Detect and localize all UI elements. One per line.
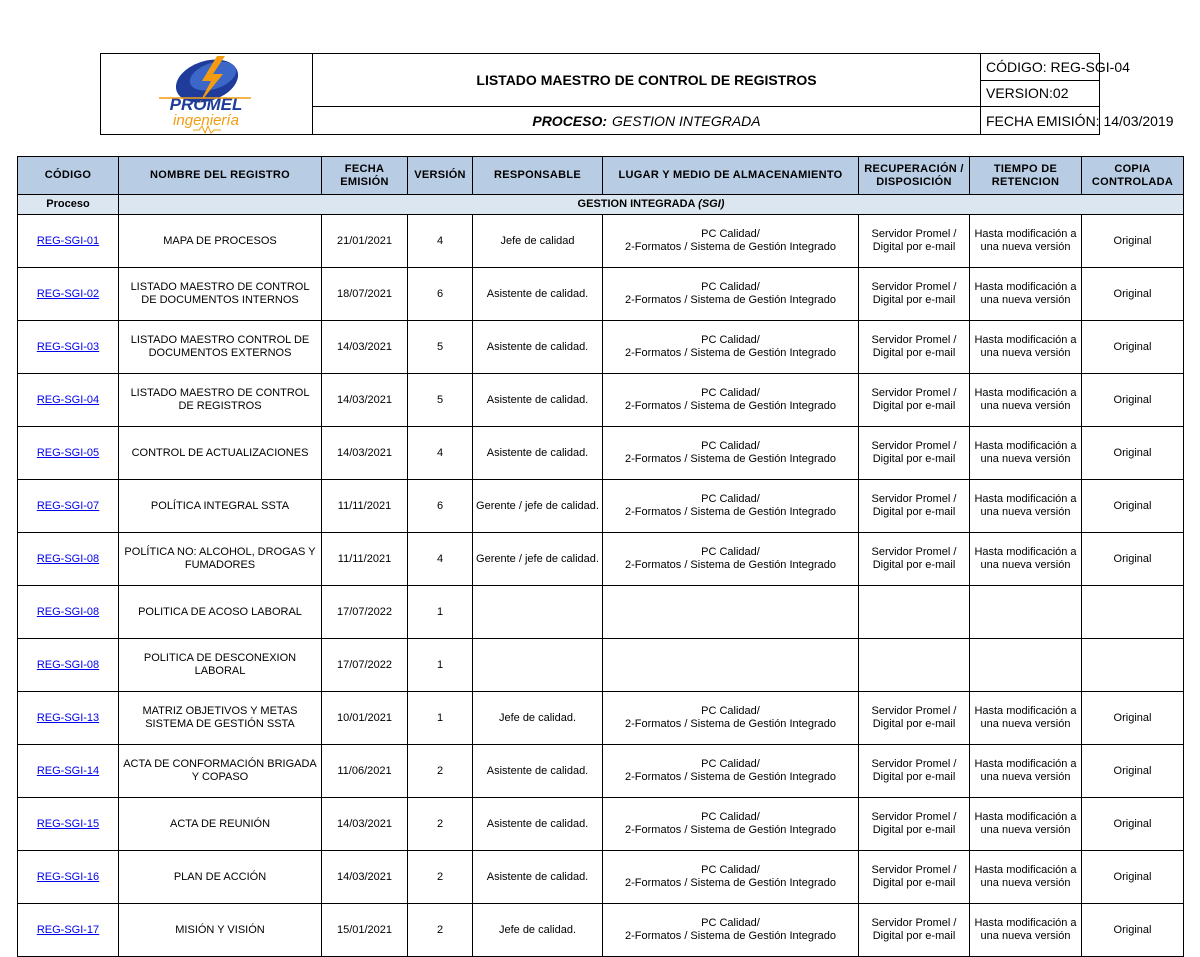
- table-row: [18, 639, 1184, 692]
- record-storage-line2: 2-Formatos / Sistema de Gestión Integrado: [625, 400, 836, 412]
- record-version: 2: [408, 745, 473, 798]
- record-responsible: Asistente de calidad.: [473, 427, 603, 480]
- record-issue-date: 11/11/2021: [322, 480, 408, 533]
- record-storage: [603, 215, 859, 268]
- table-row: [18, 215, 1184, 268]
- table-row: [18, 798, 1184, 851]
- record-copy: Original: [1082, 427, 1184, 480]
- record-retention: Hasta modificación a una nueva versión: [970, 904, 1082, 957]
- record-name: POLÍTICA INTEGRAL SSTA: [119, 480, 322, 533]
- col-header-nombre: NOMBRE DEL REGISTRO: [119, 157, 322, 195]
- record-storage-line2: 2-Formatos / Sistema de Gestión Integrado: [625, 930, 836, 942]
- col-header-tiempo: TIEMPO DE RETENCION: [970, 157, 1082, 195]
- record-issue-date: 17/07/2022: [322, 586, 408, 639]
- table-row: [18, 374, 1184, 427]
- record-code-link[interactable]: REG-SGI-02: [36, 287, 100, 300]
- record-storage: [603, 692, 859, 745]
- col-header-fecha: FECHA EMISIÓN: [322, 157, 408, 195]
- record-retention: Hasta modificación a una nueva versión: [970, 374, 1082, 427]
- record-issue-date: 14/03/2021: [322, 374, 408, 427]
- svg-text:ingeniería: ingeniería: [173, 112, 239, 129]
- record-storage: [603, 533, 859, 586]
- record-responsible: [473, 639, 603, 692]
- record-responsible: Jefe de calidad.: [473, 904, 603, 957]
- record-storage: [603, 798, 859, 851]
- record-storage-line2: 2-Formatos / Sistema de Gestión Integrado: [625, 347, 836, 359]
- record-code-cell: [18, 427, 119, 480]
- record-storage: [603, 268, 859, 321]
- record-code-link[interactable]: REG-SGI-17: [36, 923, 100, 936]
- record-storage: [603, 427, 859, 480]
- table-row: [18, 533, 1184, 586]
- record-copy: Original: [1082, 692, 1184, 745]
- table-row: [18, 268, 1184, 321]
- record-storage-line1: PC Calidad/: [701, 546, 760, 558]
- record-issue-date: 11/11/2021: [322, 533, 408, 586]
- record-version: 4: [408, 215, 473, 268]
- record-copy: Original: [1082, 215, 1184, 268]
- record-issue-date: 14/03/2021: [322, 321, 408, 374]
- record-storage: [603, 745, 859, 798]
- record-name: POLITICA DE ACOSO LABORAL: [119, 586, 322, 639]
- record-storage-line1: PC Calidad/: [701, 758, 760, 770]
- record-recovery: Servidor Promel / Digital por e-mail: [859, 427, 970, 480]
- record-responsible: Jefe de calidad: [473, 215, 603, 268]
- record-code-cell: [18, 851, 119, 904]
- col-header-responsable: RESPONSABLE: [473, 157, 603, 195]
- record-version: 4: [408, 533, 473, 586]
- record-responsible: Asistente de calidad.: [473, 374, 603, 427]
- record-storage-line1: PC Calidad/: [701, 864, 760, 876]
- record-retention: Hasta modificación a una nueva versión: [970, 427, 1082, 480]
- record-storage-line2: 2-Formatos / Sistema de Gestión Integrado: [625, 294, 836, 306]
- record-issue-date: 10/01/2021: [322, 692, 408, 745]
- record-issue-date: 18/07/2021: [322, 268, 408, 321]
- table-row: [18, 745, 1184, 798]
- record-storage-line1: PC Calidad/: [701, 493, 760, 505]
- document-meta: [981, 54, 1174, 134]
- record-copy: Original: [1082, 480, 1184, 533]
- record-recovery: Servidor Promel / Digital por e-mail: [859, 798, 970, 851]
- record-issue-date: 11/06/2021: [322, 745, 408, 798]
- record-version: 2: [408, 851, 473, 904]
- col-header-lugar: LUGAR Y MEDIO DE ALMACENAMIENTO: [603, 157, 859, 195]
- record-code-link[interactable]: REG-SGI-03: [36, 340, 100, 353]
- record-version: 5: [408, 374, 473, 427]
- process-group-value: GESTION INTEGRADA (SGI): [119, 195, 1184, 215]
- record-responsible: [473, 586, 603, 639]
- record-storage-line1: PC Calidad/: [701, 440, 760, 452]
- record-version: 4: [408, 427, 473, 480]
- record-copy: Original: [1082, 533, 1184, 586]
- record-recovery: Servidor Promel / Digital por e-mail: [859, 533, 970, 586]
- record-storage-line2: 2-Formatos / Sistema de Gestión Integrado: [625, 559, 836, 571]
- record-code-cell: [18, 480, 119, 533]
- record-name: POLÍTICA NO: ALCOHOL, DROGAS Y FUMADORES: [119, 533, 322, 586]
- record-version: 5: [408, 321, 473, 374]
- record-storage-line1: PC Calidad/: [701, 705, 760, 717]
- record-code-cell: [18, 374, 119, 427]
- record-code-link[interactable]: REG-SGI-05: [36, 446, 100, 459]
- record-name: LISTADO MAESTRO DE CONTROL DE DOCUMENTOS INTERNOS: [119, 268, 322, 321]
- record-code-cell: [18, 745, 119, 798]
- record-version: 6: [408, 480, 473, 533]
- title-cell: [313, 54, 981, 134]
- table-row: [18, 851, 1184, 904]
- record-code-cell: [18, 639, 119, 692]
- record-version: 1: [408, 692, 473, 745]
- record-storage-line1: PC Calidad/: [701, 387, 760, 399]
- record-responsible: Asistente de calidad.: [473, 851, 603, 904]
- record-issue-date: 14/03/2021: [322, 851, 408, 904]
- col-header-copia: COPIA CONTROLADA: [1082, 157, 1184, 195]
- record-name: LISTADO MAESTRO CONTROL DE DOCUMENTOS EXTERNOS: [119, 321, 322, 374]
- record-copy: Original: [1082, 321, 1184, 374]
- document-version: VERSION:02: [981, 81, 1099, 108]
- record-retention: Hasta modificación a una nueva versión: [970, 268, 1082, 321]
- record-retention: Hasta modificación a una nueva versión: [970, 798, 1082, 851]
- record-issue-date: 17/07/2022: [322, 639, 408, 692]
- record-storage-line1: PC Calidad/: [701, 917, 760, 929]
- promel-logo: [101, 54, 311, 134]
- record-issue-date: 14/03/2021: [322, 798, 408, 851]
- record-responsible: Gerente / jefe de calidad.: [473, 533, 603, 586]
- record-recovery: Servidor Promel / Digital por e-mail: [859, 374, 970, 427]
- document-title: LISTADO MAESTRO DE CONTROL DE REGISTROS: [313, 54, 980, 107]
- record-code-cell: [18, 268, 119, 321]
- record-recovery: Servidor Promel / Digital por e-mail: [859, 268, 970, 321]
- record-version: 2: [408, 904, 473, 957]
- record-storage: [603, 586, 859, 639]
- record-storage: [603, 851, 859, 904]
- record-retention: [970, 639, 1082, 692]
- record-code-cell: [18, 533, 119, 586]
- record-code-link[interactable]: REG-SGI-13: [36, 711, 100, 724]
- record-code-cell: [18, 586, 119, 639]
- record-code-cell: [18, 904, 119, 957]
- record-copy: Original: [1082, 798, 1184, 851]
- svg-text:PROMEL: PROMEL: [169, 95, 243, 114]
- record-code-link[interactable]: REG-SGI-14: [36, 764, 100, 777]
- record-issue-date: 14/03/2021: [322, 427, 408, 480]
- record-name: PLAN DE ACCIÓN: [119, 851, 322, 904]
- record-version: 2: [408, 798, 473, 851]
- table-header-row: [18, 157, 1184, 195]
- record-code-link[interactable]: REG-SGI-01: [36, 234, 100, 247]
- record-recovery: Servidor Promel / Digital por e-mail: [859, 745, 970, 798]
- record-recovery: Servidor Promel / Digital por e-mail: [859, 851, 970, 904]
- record-copy: Original: [1082, 904, 1184, 957]
- record-name: CONTROL DE ACTUALIZACIONES: [119, 427, 322, 480]
- record-copy: Original: [1082, 851, 1184, 904]
- record-issue-date: 15/01/2021: [322, 904, 408, 957]
- table-row: [18, 321, 1184, 374]
- record-storage-line2: 2-Formatos / Sistema de Gestión Integrado: [625, 506, 836, 518]
- record-storage: [603, 321, 859, 374]
- record-responsible: Asistente de calidad.: [473, 798, 603, 851]
- record-name: LISTADO MAESTRO DE CONTROL DE REGISTROS: [119, 374, 322, 427]
- record-storage: [603, 904, 859, 957]
- record-version: 1: [408, 586, 473, 639]
- record-retention: Hasta modificación a una nueva versión: [970, 321, 1082, 374]
- record-version: 1: [408, 639, 473, 692]
- record-code-cell: [18, 692, 119, 745]
- record-code-link[interactable]: REG-SGI-07: [36, 499, 100, 512]
- record-storage-line2: 2-Formatos / Sistema de Gestión Integrado: [625, 771, 836, 783]
- record-code-link[interactable]: REG-SGI-16: [36, 870, 100, 883]
- record-issue-date: 21/01/2021: [322, 215, 408, 268]
- process-value: GESTION INTEGRADA: [612, 112, 761, 129]
- record-copy: Original: [1082, 268, 1184, 321]
- record-retention: Hasta modificación a una nueva versión: [970, 533, 1082, 586]
- document-header: [100, 53, 1174, 135]
- record-recovery: [859, 586, 970, 639]
- record-retention: Hasta modificación a una nueva versión: [970, 480, 1082, 533]
- record-responsible: Asistente de calidad.: [473, 745, 603, 798]
- record-retention: Hasta modificación a una nueva versión: [970, 851, 1082, 904]
- record-name: MATRIZ OBJETIVOS Y METAS SISTEMA DE GESTIÓN SSTA: [119, 692, 322, 745]
- records-table: [17, 156, 1184, 957]
- document-issue-date: FECHA EMISIÓN: 14/03/2019: [986, 112, 1174, 129]
- record-name: MAPA DE PROCESOS: [119, 215, 322, 268]
- record-storage-line2: 2-Formatos / Sistema de Gestión Integrado: [625, 824, 836, 836]
- record-storage-line1: PC Calidad/: [701, 281, 760, 293]
- record-retention: Hasta modificación a una nueva versión: [970, 692, 1082, 745]
- record-name: ACTA DE CONFORMACIÓN BRIGADA Y COPASO: [119, 745, 322, 798]
- record-code-link[interactable]: REG-SGI-08: [36, 658, 100, 671]
- table-row: [18, 904, 1184, 957]
- record-copy: Original: [1082, 745, 1184, 798]
- record-retention: [970, 586, 1082, 639]
- record-copy: [1082, 639, 1184, 692]
- record-storage: [603, 639, 859, 692]
- record-storage-line2: 2-Formatos / Sistema de Gestión Integrado: [625, 453, 836, 465]
- logo-cell: [101, 54, 313, 134]
- record-storage: [603, 374, 859, 427]
- process-label: PROCESO:: [532, 112, 608, 129]
- record-storage-line1: PC Calidad/: [701, 811, 760, 823]
- table-row: [18, 692, 1184, 745]
- record-code-link[interactable]: REG-SGI-15: [36, 817, 100, 830]
- record-retention: Hasta modificación a una nueva versión: [970, 745, 1082, 798]
- col-header-recuperacion: RECUPERACIÓN / DISPOSICIÓN: [859, 157, 970, 195]
- record-code-link[interactable]: REG-SGI-04: [36, 393, 100, 406]
- record-storage-line2: 2-Formatos / Sistema de Gestión Integrado: [625, 718, 836, 730]
- record-name: MISIÓN Y VISIÓN: [119, 904, 322, 957]
- record-recovery: Servidor Promel / Digital por e-mail: [859, 692, 970, 745]
- record-code-cell: [18, 321, 119, 374]
- table-row: [18, 586, 1184, 639]
- record-code-cell: [18, 798, 119, 851]
- record-storage-line2: 2-Formatos / Sistema de Gestión Integrado: [625, 241, 836, 253]
- record-responsible: Asistente de calidad.: [473, 321, 603, 374]
- record-recovery: [859, 639, 970, 692]
- record-code-link[interactable]: REG-SGI-08: [36, 552, 100, 565]
- record-storage-line1: PC Calidad/: [701, 228, 760, 240]
- record-recovery: Servidor Promel / Digital por e-mail: [859, 321, 970, 374]
- record-version: 6: [408, 268, 473, 321]
- record-retention: Hasta modificación a una nueva versión: [970, 215, 1082, 268]
- record-name: ACTA DE REUNIÓN: [119, 798, 322, 851]
- table-row: [18, 480, 1184, 533]
- record-responsible: Asistente de calidad.: [473, 268, 603, 321]
- record-copy: [1082, 586, 1184, 639]
- record-name: POLITICA DE DESCONEXION LABORAL: [119, 639, 322, 692]
- record-storage-line2: 2-Formatos / Sistema de Gestión Integrado: [625, 877, 836, 889]
- process-group-row: [18, 195, 1184, 215]
- record-responsible: Gerente / jefe de calidad.: [473, 480, 603, 533]
- col-header-codigo: CÓDIGO: [18, 157, 119, 195]
- process-group-label: Proceso: [18, 195, 119, 215]
- record-storage-line1: PC Calidad/: [701, 334, 760, 346]
- col-header-version: VERSIÓN: [408, 157, 473, 195]
- record-recovery: Servidor Promel / Digital por e-mail: [859, 215, 970, 268]
- record-code-cell: [18, 215, 119, 268]
- record-recovery: Servidor Promel / Digital por e-mail: [859, 480, 970, 533]
- record-responsible: Jefe de calidad.: [473, 692, 603, 745]
- record-copy: Original: [1082, 374, 1184, 427]
- record-code-link[interactable]: REG-SGI-08: [36, 605, 100, 618]
- document-code: CÓDIGO: REG-SGI-04: [981, 54, 1099, 81]
- record-recovery: Servidor Promel / Digital por e-mail: [859, 904, 970, 957]
- process-line: [313, 107, 980, 134]
- table-row: [18, 427, 1184, 480]
- record-storage: [603, 480, 859, 533]
